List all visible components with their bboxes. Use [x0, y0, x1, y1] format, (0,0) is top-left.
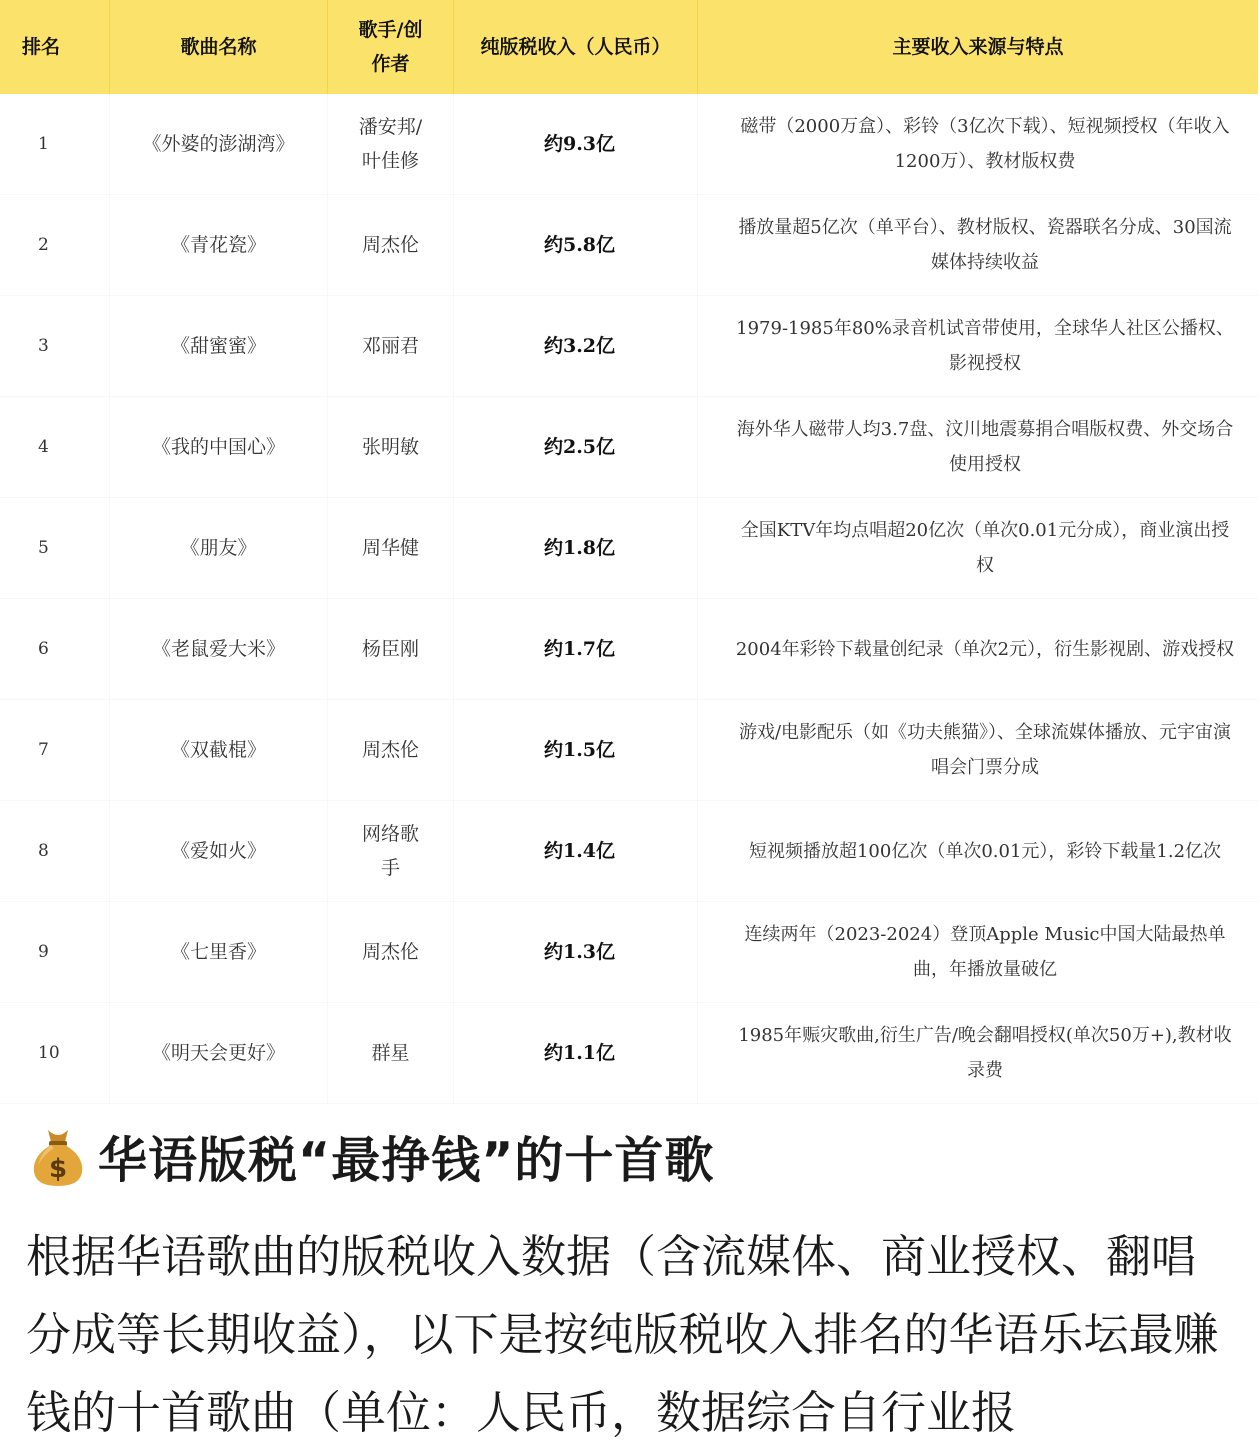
rank-cell: 2	[0, 195, 110, 295]
header-rank: 排名	[0, 0, 110, 94]
income-cell: 约5.8亿	[454, 195, 698, 295]
rank-cell: 7	[0, 700, 110, 800]
income-cell: 约1.4亿	[454, 801, 698, 901]
income-cell: 约2.5亿	[454, 397, 698, 497]
source-cell: 连续两年（2023-2024）登顶Apple Music中国大陆最热单曲，年播放量破亿	[744, 924, 1226, 980]
rank-cell: 1	[0, 94, 110, 194]
table-row	[0, 498, 1258, 599]
source-cell: 磁带（2000万盒）、彩铃（3亿次下载）、短视频授权（年收入1200万）、教材版权费	[740, 116, 1230, 172]
intro-paragraph: 根据华语歌曲的版税收入数据（含流媒体、商业授权、翻唱分成等长期收益），以下是按纯版税收入排名的华语乐坛最赚钱的十首歌曲（单位：人民币，数据综合自行业报	[26, 1230, 1219, 1439]
song-cell: 《双截棍》	[110, 700, 328, 800]
song-cell: 《七里香》	[110, 902, 328, 1002]
source-cell: 全国KTV年均点唱超20亿次（单次0.01元分成），商业演出授权	[740, 520, 1230, 576]
song-cell: 《老鼠爱大米》	[110, 599, 328, 699]
song-cell: 《外婆的澎湖湾》	[110, 94, 328, 194]
header-song: 歌曲名称	[110, 0, 328, 94]
artist-cell: 张明敏	[328, 397, 454, 497]
table-row	[0, 94, 1258, 195]
table-row	[0, 700, 1258, 801]
header-income: 纯版税收入（人民币）	[454, 0, 698, 94]
income-cell: 约1.8亿	[454, 498, 698, 598]
rank-cell: 6	[0, 599, 110, 699]
artist-cell: 网络歌手	[328, 801, 454, 901]
money-bag-icon	[30, 1126, 86, 1188]
income-cell: 约3.2亿	[454, 296, 698, 396]
income-cell: 约1.1亿	[454, 1003, 698, 1103]
table-row	[0, 1003, 1258, 1104]
artist-cell: 周杰伦	[328, 195, 454, 295]
song-cell: 《爱如火》	[110, 801, 328, 901]
song-cell: 《明天会更好》	[110, 1003, 328, 1103]
source-cell: 短视频播放超100亿次（单次0.01元），彩铃下载量1.2亿次	[748, 840, 1222, 862]
table-row	[0, 397, 1258, 498]
artist-cell: 周杰伦	[328, 700, 454, 800]
rank-cell: 5	[0, 498, 110, 598]
rank-cell: 9	[0, 902, 110, 1002]
artist-cell: 群星	[328, 1003, 454, 1103]
table-row	[0, 195, 1258, 296]
song-cell: 《朋友》	[110, 498, 328, 598]
svg-text:$: $	[48, 1154, 68, 1184]
table-row	[0, 599, 1258, 700]
song-cell: 《我的中国心》	[110, 397, 328, 497]
header-source: 主要收入来源与特点	[892, 36, 1064, 58]
table-row	[0, 902, 1258, 1003]
rank-cell: 10	[0, 1003, 110, 1103]
income-cell: 约1.3亿	[454, 902, 698, 1002]
table-row	[0, 296, 1258, 397]
rank-cell: 8	[0, 801, 110, 901]
income-cell: 约1.5亿	[454, 700, 698, 800]
artist-cell: 潘安邦/叶佳修	[328, 94, 454, 194]
income-cell: 约9.3亿	[454, 94, 698, 194]
source-cell: 海外华人磁带人均3.7盘、汶川地震募捐合唱版权费、外交场合使用授权	[736, 419, 1234, 475]
header-artist: 歌手/创 作者	[328, 0, 454, 94]
song-cell: 《青花瓷》	[110, 195, 328, 295]
artist-cell: 周华健	[328, 498, 454, 598]
section-title: 华语版税“最挣钱”的十首歌	[98, 1132, 715, 1189]
section-heading	[30, 1122, 714, 1192]
table-header	[0, 0, 1258, 94]
source-cell: 1985年赈灾歌曲,衍生广告/晚会翻唱授权(单次50万+),教材收录费	[738, 1025, 1232, 1081]
artist-cell: 邓丽君	[328, 296, 454, 396]
source-cell: 2004年彩铃下载量创纪录（单次2元），衍生影视剧、游戏授权	[735, 638, 1235, 660]
income-cell: 约1.7亿	[454, 599, 698, 699]
artist-cell: 杨臣刚	[328, 599, 454, 699]
rank-cell: 3	[0, 296, 110, 396]
artist-cell: 周杰伦	[328, 902, 454, 1002]
source-cell: 播放量超5亿次（单平台）、教材版权、瓷器联名分成、30国流媒体持续收益	[738, 217, 1232, 273]
table-row	[0, 801, 1258, 902]
source-cell: 1979-1985年80%录音机试音带使用，全球华人社区公播权、影视授权	[736, 318, 1234, 374]
rank-cell: 4	[0, 397, 110, 497]
song-cell: 《甜蜜蜜》	[110, 296, 328, 396]
source-cell: 游戏/电影配乐（如《功夫熊猫》）、全球流媒体播放、元宇宙演唱会门票分成	[738, 722, 1232, 778]
